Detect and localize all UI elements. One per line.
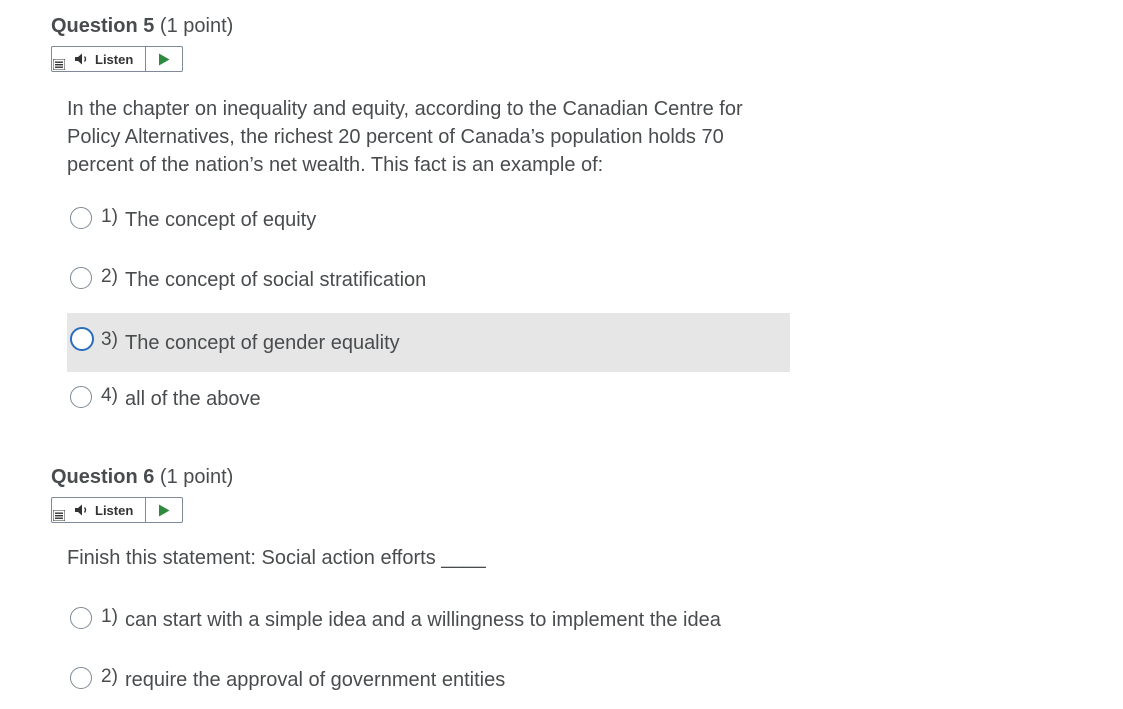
q6-choice-2[interactable] — [67, 650, 790, 709]
listen-label: Listen — [95, 502, 134, 518]
listen-label: Listen — [95, 51, 134, 67]
radio-button[interactable] — [70, 667, 92, 689]
choice-label: The concept of gender equality — [125, 332, 400, 354]
choice-number: 1) — [101, 206, 118, 227]
speaker-icon — [74, 52, 90, 66]
question-points: (1 point) — [159, 466, 234, 488]
radio-button[interactable] — [70, 386, 92, 408]
q5-choice-3[interactable] — [67, 313, 790, 372]
choice-label: require the approval of government entities — [125, 669, 506, 691]
choice-number: 1) — [101, 606, 118, 627]
question-6-title — [51, 464, 233, 490]
menu-icon[interactable] — [53, 510, 65, 521]
choice-number: 3) — [101, 329, 118, 350]
choice-number: 2) — [101, 666, 118, 687]
play-button[interactable] — [146, 498, 182, 522]
choice-label: all of the above — [125, 388, 261, 410]
q5-choice-1[interactable] — [67, 190, 790, 249]
question-number: Question 5 — [51, 15, 155, 37]
q6-choice-1[interactable] — [67, 590, 790, 649]
play-icon — [158, 504, 170, 517]
listen-widget-q5 — [51, 46, 183, 72]
play-icon — [158, 53, 170, 66]
question-number: Question 6 — [51, 466, 155, 488]
choice-number: 2) — [101, 266, 118, 287]
radio-button[interactable] — [70, 327, 94, 351]
q5-choice-4[interactable] — [67, 369, 790, 428]
choice-label: can start with a simple idea and a willingness to implement the idea — [125, 609, 721, 631]
listen-button[interactable] — [52, 47, 146, 71]
speaker-icon — [74, 503, 90, 517]
question-6-text: Finish this statement: Social action efforts ____ — [67, 547, 486, 569]
q5-choice-2[interactable] — [67, 250, 790, 309]
radio-button[interactable] — [70, 607, 92, 629]
menu-icon[interactable] — [53, 59, 65, 70]
radio-button[interactable] — [70, 267, 92, 289]
listen-button[interactable] — [52, 498, 146, 522]
radio-button[interactable] — [70, 207, 92, 229]
question-5-title — [51, 13, 233, 39]
question-5-text: In the chapter on inequality and equity, according to the Canadian Centre for Policy Alternatives, the richest 20 percent of Canada’s population holds 70 percent of the nation’s net wealth. This fact is an example of: — [67, 98, 743, 176]
choice-number: 4) — [101, 385, 118, 406]
question-points: (1 point) — [159, 15, 234, 37]
listen-widget-q6 — [51, 497, 183, 523]
play-button[interactable] — [146, 47, 182, 71]
choice-label: The concept of equity — [125, 209, 317, 231]
choice-label: The concept of social stratification — [125, 269, 427, 291]
